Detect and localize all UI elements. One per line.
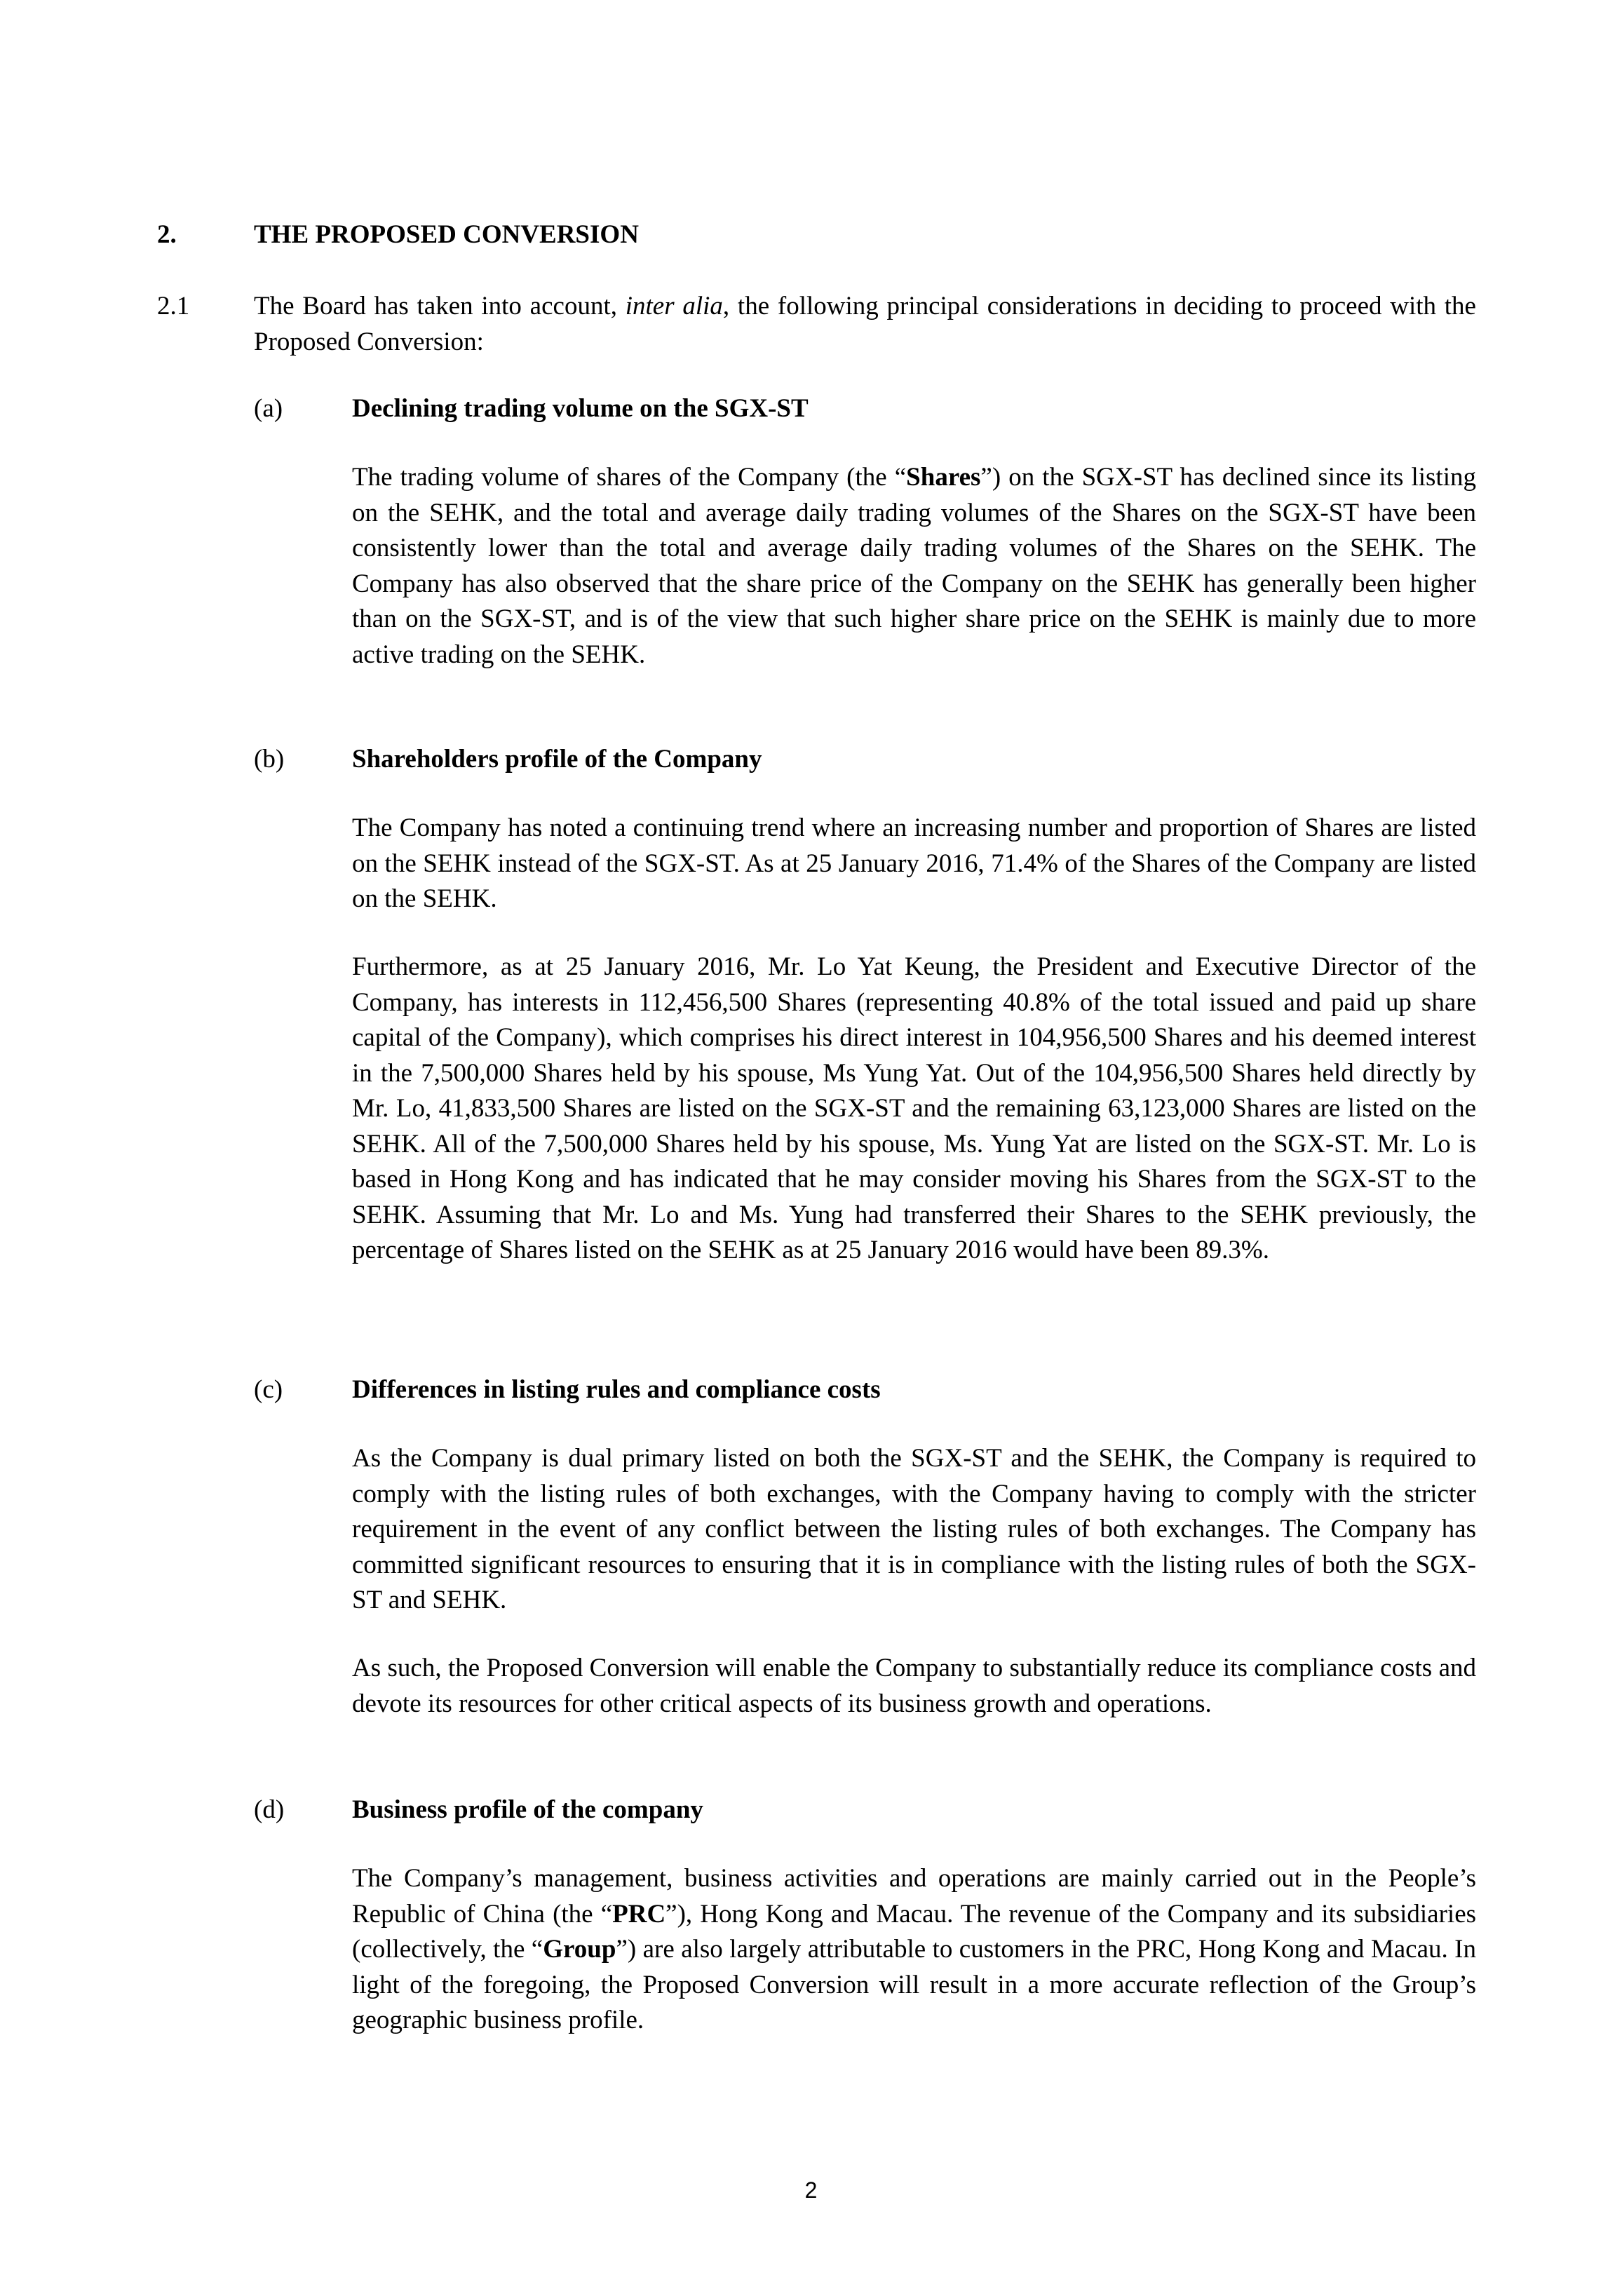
item-a-heading bbox=[254, 391, 1476, 427]
item-a-paragraph-1 bbox=[352, 460, 1476, 673]
section-number: 2. bbox=[157, 220, 177, 249]
item-b-heading bbox=[254, 742, 1476, 778]
item-c-paragraph-1: As the Company is dual primary listed on both the SGX-ST and the SEHK, the Company is required to comply with the listing rules of both exchanges, with the Company having to comply with the stricter requirement in the event of any conflict between the listing rules of both exchanges. The Company has committed significant resources to ensuring that it is in compliance with the listing rules of both the SGX-ST and SEHK. bbox=[352, 1444, 1476, 1614]
paragraph-text: ”), Hong Kong and Macau. The revenue of the Company and its subsidiaries (collectively, the “ bbox=[352, 1899, 1477, 1964]
item-title: Shareholders profile of the Company bbox=[352, 745, 762, 774]
item-b-paragraph-1: The Company has noted a continuing trend where an increasing number and proportion of Shares are listed on the SEHK instead of the SGX-ST. As at 25 January 2016, 71.4% of the Shares of the Company are listed on the SEHK. bbox=[352, 813, 1476, 913]
item-c-paragraph-2: As such, the Proposed Conversion will enable the Company to substantially reduce its compliance costs and devote its resources for other critical aspects of its business growth and operations. bbox=[352, 1654, 1476, 1718]
clause-text bbox=[254, 289, 1476, 360]
clause-text-part: , the following principal considerations in deciding to proceed with the Proposed Conversion: bbox=[254, 292, 1476, 356]
item-d-heading bbox=[254, 1792, 1476, 1828]
item-title: Differences in listing rules and compliance costs bbox=[352, 1375, 881, 1404]
defined-term: PRC bbox=[612, 1899, 666, 1929]
clause-2-1 bbox=[157, 289, 1476, 360]
clause-text-italic: inter alia bbox=[625, 292, 723, 320]
item-c-heading bbox=[254, 1372, 1476, 1408]
defined-term: Group bbox=[543, 1935, 616, 1964]
paragraph-text: The trading volume of shares of the Company (the “ bbox=[352, 463, 907, 492]
item-title: Business profile of the company bbox=[352, 1795, 703, 1824]
item-label: (b) bbox=[254, 745, 285, 774]
clause-number: 2.1 bbox=[157, 292, 190, 320]
item-label: (d) bbox=[254, 1795, 285, 1824]
item-b-paragraph-2: Furthermore, as at 25 January 2016, Mr. Lo Yat Keung, the President and Executive Director of the Company, has interests in 112,456,500 Shares (representing 40.8% of the total issued and paid up share capital of the Company), which comprises his direct interest in 104,956,500 Shares and his deemed interest in the 7,500,000 Shares held by his spouse, Ms Yung Yat. Out of the 104,956,500 Shares held directly by Mr. Lo, 41,833,500 Shares are listed on the SGX-ST and the remaining 63,123,000 Shares are listed on the SEHK. All of the 7,500,000 Shares held by his spouse, Ms. Yung Yat are listed on the SGX-ST. Mr. Lo is based in Hong Kong and has indicated that he may consider moving his Shares from the SGX-ST to the SEHK. Assuming that Mr. Lo and Ms. Yung had transferred their Shares to the SEHK previously, the percentage of Shares listed on the SEHK as at 25 January 2016 would have been 89.3%. bbox=[352, 952, 1476, 1264]
section-heading bbox=[157, 217, 1489, 253]
page-number: 2 bbox=[804, 2177, 818, 2203]
section-title: THE PROPOSED CONVERSION bbox=[254, 220, 639, 249]
item-title: Declining trading volume on the SGX-ST bbox=[352, 394, 809, 423]
item-d-paragraph-1 bbox=[352, 1861, 1476, 2039]
paragraph-text: ”) are also largely attributable to customers in the PRC, Hong Kong and Macau. In light of the foregoing, the Proposed Conversion will result in a more accurate reflection of the Group’s geographic business profile. bbox=[352, 1935, 1476, 2034]
item-label: (a) bbox=[254, 394, 283, 423]
paragraph-text: The Company’s management, business activities and operations are mainly carried out in the People’s Republic of China (the “ bbox=[352, 1864, 1476, 1929]
clause-text-part: The Board has taken into account, bbox=[254, 292, 626, 320]
defined-term: Shares bbox=[906, 463, 981, 492]
paragraph-text: ”) on the SGX-ST has declined since its listing on the SEHK, and the total and average daily trading volumes of the Shares on the SGX-ST have been consistently lower than the total and average daily trading volumes of the Shares on the SEHK. The Company has also observed that the share price of the Company on the SEHK has generally been higher than on the SGX-ST, and is of the view that such higher share price on the SEHK is mainly due to more active trading on the SEHK. bbox=[352, 463, 1476, 669]
item-label: (c) bbox=[254, 1375, 283, 1404]
